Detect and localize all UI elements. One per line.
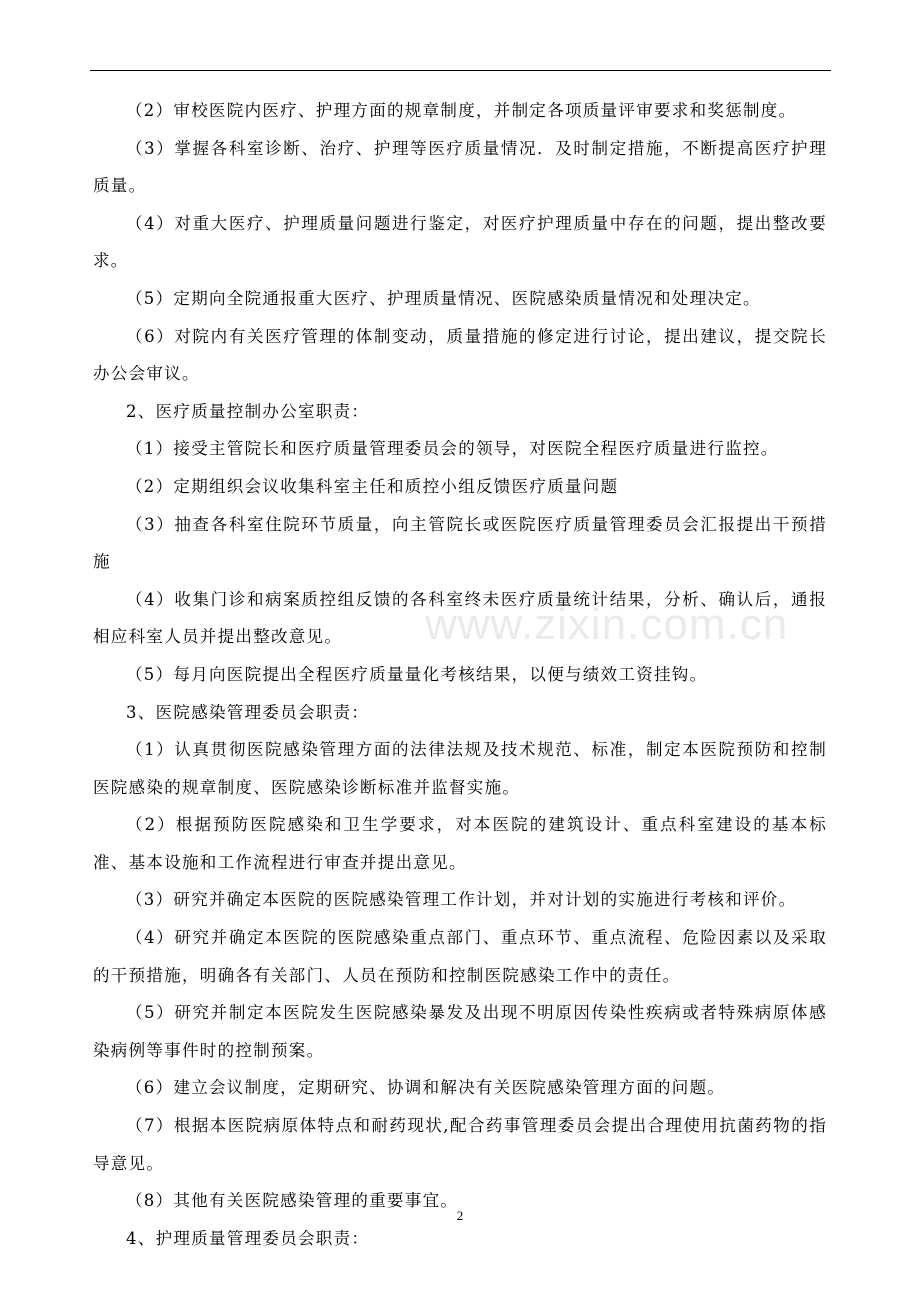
paragraph: （3）掌握各科室诊断、治疗、护理等医疗质量情况．及时制定措施，不断提高医疗护理质量。	[93, 138, 827, 196]
paragraph: （2）根据预防医院感染和卫生学要求，对本医院的建筑设计、重点科室建设的基本标准、基本设施和工作流程进行审查并提出意见。	[93, 815, 827, 872]
paragraph: （1）认真贯彻医院感染管理方面的法律法规及技术规范、标准，制定本医院预防和控制医院感染的规章制度、医院感染诊断标准并监督实施。	[93, 740, 827, 797]
paragraph: （8）其他有关医院感染管理的重要事宜。	[126, 1191, 459, 1211]
document-body	[93, 92, 827, 1257]
paragraph: （6）建立会议制度，定期研究、协调和解决有关医院感染管理方面的问题。	[126, 1078, 726, 1098]
section-heading: 3、医院感染管理委员会职责：	[126, 702, 370, 722]
paragraph: （5）定期向全院通报重大医疗、护理质量情况、医院感染质量情况和处理决定。	[126, 288, 761, 308]
watermark: www.zixin.com.cn	[425, 600, 789, 649]
paragraph: （3）研究并确定本医院的医院感染管理工作计划，并对计划的实施进行考核和评价。	[126, 890, 797, 910]
paragraph: （4）研究并确定本医院的医院感染重点部门、重点环节、重点流程、危险因素以及采取的干预措施，明确各有关部门、人员在预防和控制医院感染工作中的责任。	[93, 928, 827, 985]
paragraph: （3）抽查各科室住院环节质量，向主管院长或医院医疗质量管理委员会汇报提出干预措施	[93, 514, 827, 572]
header-rule	[90, 70, 831, 71]
paragraph: （4）对重大医疗、护理质量问题进行鉴定，对医疗护理质量中存在的问题，提出整改要求。	[93, 213, 827, 271]
page-number: 2	[456, 1208, 464, 1223]
paragraph: （6）对院内有关医疗管理的体制变动，质量措施的修定进行讨论，提出建议，提交院长办公会审议。	[93, 326, 827, 384]
section-heading: 4、护理质量管理委员会职责：	[126, 1228, 370, 1248]
paragraph: （2）审校医院内医疗、护理方面的规章制度，并制定各项质量评审要求和奖惩制度。	[126, 101, 797, 120]
paragraph: （5）每月向医院提出全程医疗质量量化考核结果，以便与绩效工资挂钩。	[126, 664, 708, 684]
paragraph: （7）根据本医院病原体特点和耐药现状,配合药事管理委员会提出合理使用抗菌药物的指导意见。	[93, 1116, 827, 1173]
paragraph: （2）定期组织会议收集科室主任和质控小组反馈医疗质量问题	[126, 476, 619, 496]
paragraph: （5）研究并制定本医院发生医院感染暴发及出现不明原因传染性疾病或者特殊病原体感染病例等事件时的控制预案。	[93, 1003, 827, 1060]
paragraph: （1）接受主管院长和医疗质量管理委员会的领导，对医院全程医疗质量进行监控。	[126, 439, 779, 459]
paragraph: （4）收集门诊和病案质控组反馈的各科室终未医疗质量统计结果，分析、确认后，通报相应科室人员并提出整改意见。	[93, 589, 827, 647]
section-heading: 2、医疗质量控制办公室职责：	[126, 401, 370, 421]
